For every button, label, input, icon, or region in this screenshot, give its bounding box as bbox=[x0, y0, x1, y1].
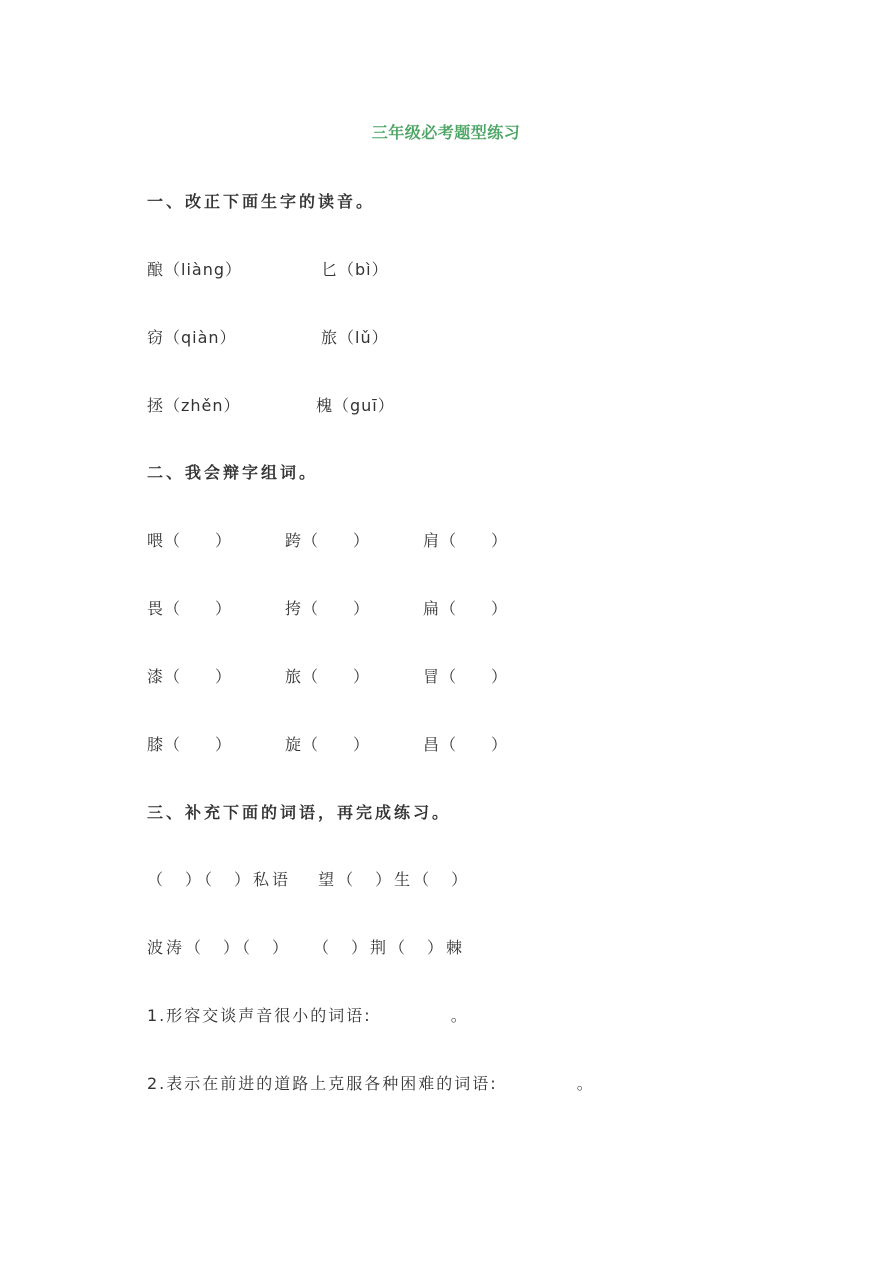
word-group-item: 扁（ ） bbox=[423, 599, 509, 618]
question-2: 2.表示在前进的道路上克服各种困难的词语: 。 bbox=[147, 1074, 595, 1093]
pinyin-item: 拯（zhěn） bbox=[147, 396, 241, 415]
pinyin-item: 槐（guī） bbox=[316, 396, 395, 415]
pinyin-item: 旅（lǔ） bbox=[321, 328, 389, 347]
idiom-fill-line: 波涛（ ）（ ） （ ）荆（ ）棘 bbox=[147, 938, 466, 957]
word-group-item: 旋（ ） bbox=[285, 735, 371, 754]
word-group-item: 旅（ ） bbox=[285, 667, 371, 686]
pinyin-item: 匕（bì） bbox=[321, 260, 389, 279]
word-group-item: 昌（ ） bbox=[423, 735, 509, 754]
word-group-item: 喂（ ） bbox=[147, 531, 233, 550]
section3-heading: 三、补充下面的词语，再完成练习。 bbox=[147, 803, 452, 822]
word-group-item: 肩（ ） bbox=[423, 531, 509, 550]
pinyin-item: 酿（liàng） bbox=[147, 260, 242, 279]
section1-heading: 一、改正下面生字的读音。 bbox=[147, 192, 376, 211]
word-group-item: 膝（ ） bbox=[147, 735, 233, 754]
question-1: 1.形容交谈声音很小的词语: 。 bbox=[147, 1006, 469, 1025]
word-group-item: 冒（ ） bbox=[423, 667, 509, 686]
idiom-fill-line: （ ）（ ）私语 望（ ）生（ ） bbox=[147, 870, 471, 889]
word-group-item: 畏（ ） bbox=[147, 599, 233, 618]
pinyin-item: 窃（qiàn） bbox=[147, 328, 237, 347]
word-group-item: 漆（ ） bbox=[147, 667, 233, 686]
word-group-item: 挎（ ） bbox=[285, 599, 371, 618]
section2-heading: 二、我会辩字组词。 bbox=[147, 463, 319, 482]
page-title: 三年级必考题型练习 bbox=[371, 123, 521, 142]
word-group-item: 跨（ ） bbox=[285, 531, 371, 550]
